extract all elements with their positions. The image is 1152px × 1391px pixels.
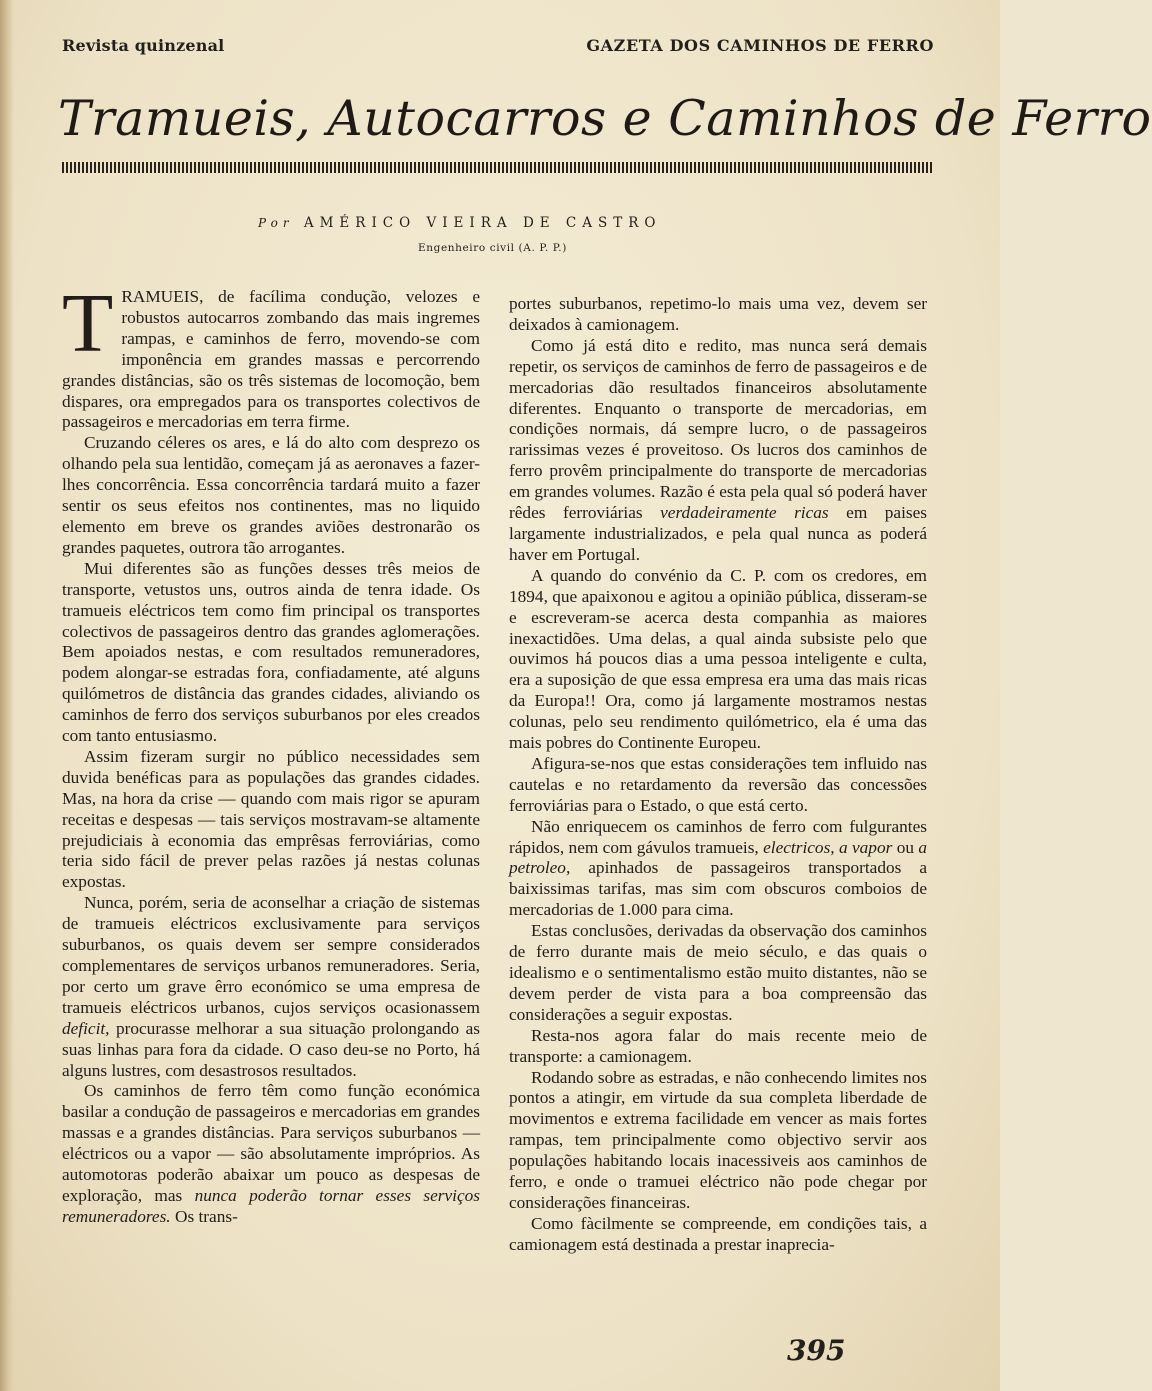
- paragraph: Rodando sobre as estradas, e não conhecendo limites nos pontos a atingir, em virtude da sua completa liberdade de movimentos e extrema facilidade em vencer as mais fortes rampas, tem principalmente como objectivo servir aos populações habitando locais inacessiveis aos caminhos de ferro, e onde o tramuei eléctrico não pode chegar por considerações financeiras.: [509, 1067, 927, 1212]
- paragraph: [62, 277, 480, 433]
- paragraph-text: em paises largamente industrializados, e pela qual nunca as poderá haver em Portugal.: [509, 503, 928, 564]
- text-column-left: [62, 277, 480, 1228]
- paragraph: [62, 893, 480, 1081]
- paragraph-text: Os trans-: [174, 1206, 238, 1226]
- paragraph-text: RAMUEIS, de facílima condução, velozes e robustos autocarros zombando das mais ingremes rampas, e caminhos de ferro, movendo-se com imponência em grandes massas e percorrendo grandes distâncias, são os três sistemas de locomoção, bem dispares, ora empregados para os transportes colectivos de passageiros e mercadorias em terra firme.: [62, 287, 480, 432]
- italic-phrase: a petroleo,: [509, 837, 927, 878]
- page-spine-shadow: [0, 0, 14, 1391]
- paragraph: Como fàcilmente se compreende, em condições tais, a camionagem está destinada a prestar inaprecia-: [509, 1213, 927, 1254]
- paragraph-text: ou: [896, 837, 914, 857]
- paragraph: [509, 336, 927, 566]
- paragraph: Assim fizeram surgir no público necessidades sem duvida benéficas para as populações das grandes cidades. Mas, na hora da crise — quando com mais rigor se apuram receitas e despesas — tais serviços mostravam-se altamente prejudiciais à economia das emprêsas ferroviárias, como teria sido fácil de prever pelas razões já nestas colunas expostas.: [62, 746, 480, 892]
- paragraph: [62, 1081, 480, 1227]
- author-affiliation: Engenheiro civil (A. P. P.): [418, 242, 567, 254]
- paragraph-text: Os caminhos de ferro têm como função económica basilar a condução de passageiros e mercadorias em grandes massas e a grandes distâncias. Para serviços suburbanos — eléctricos ou a vapor — são absolutamente impróprios. As automotoras poderão abaixar um pouco as despesas de exploração, mas: [62, 1081, 480, 1205]
- author-name: AMÉRICO VIEIRA DE CASTRO: [303, 215, 662, 231]
- paragraph-text: procurasse melhorar a sua situação prolongando as suas linhas para fora da cidade. O caso deu-se no Porto, há alguns lustres, com desastrosos resultados.: [62, 1018, 480, 1080]
- byline: [258, 215, 661, 231]
- paragraph: Afigura-se-nos que estas considerações tem influido nas cautelas e no retardamento da reversão das concessões ferroviárias para o Estado, o que está certo.: [509, 753, 927, 815]
- running-header-right: GAZETA DOS CAMINHOS DE FERRO: [586, 36, 934, 55]
- page-number: 395: [787, 1334, 846, 1367]
- italic-phrase: electricos, a vapor: [763, 837, 893, 857]
- paragraph: Cruzando céleres os ares, e lá do alto com desprezo os olhando pela sua lentidão, começam já as aeronaves a fazer-lhes concorrência. Essa concorrência tardará muito a fazer sentir os seus efeitos nos continentes, mas no liquido elemento em breve os grandes aviões destronarão os grandes paquetes, outrora tão arrogantes.: [62, 433, 480, 557]
- italic-term: deficit,: [62, 1018, 110, 1038]
- paragraph: Resta-nos agora falar do mais recente meio de transporte: a camionagem.: [509, 1025, 927, 1066]
- paragraph: Estas conclusões, derivadas da observação dos caminhos de ferro durante mais de meio século, e das quais o idealismo e o sentimentalismo estão muito distantes, não se devem perder de vista para a boa compreensão das considerações a seguir expostas.: [509, 921, 927, 1024]
- italic-phrase: nunca poderão tornar esses serviços remuneradores.: [62, 1185, 480, 1226]
- title-rule: [62, 162, 934, 173]
- paragraph: portes suburbanos, repetimo-lo mais uma vez, devem ser deixados à camionagem.: [509, 294, 927, 334]
- drop-cap: T: [62, 277, 114, 370]
- paragraph-text: apinhados de passageiros transportados a baixissimas tarifas, mas sim com obscuros comboios de mercadorias de 1.000 para cima.: [509, 858, 927, 920]
- paragraph: [509, 817, 927, 922]
- byline-por: Por: [258, 216, 294, 230]
- article-title: Tramueis, Autocarros e Caminhos de Ferro: [58, 90, 1152, 147]
- paragraph: A quando do convénio da C. P. com os credores, em 1894, que apaixonou e agitou a opinião pública, disseram-se e escreveram-se acerca desta companhia as maiores inexactidões. Uma delas, a qual ainda subsiste pelo que ouvimos há poucos dias a uma pessoa inteligente e culta, era a suposição de que essa empresa era uma das mais ricas da Europa!! Ora, como já largamente mostramos nestas colunas, pelo seu rendimento quilómetrico, ela é uma das mais pobres do Continente Europeu.: [509, 565, 927, 753]
- paragraph-text: Não enriquecem os caminhos de ferro com fulgurantes rápidos, nem com gávulos tramueis,: [509, 816, 927, 857]
- paragraph: Mui diferentes são as funções desses três meios de transporte, vetustos uns, outros ainda de tenra idade. Os tramueis eléctricos tem como fim principal os transportes colectivos de passageiros dentro das grandes aglomerações. Bem apoiados nestas, e com resultados remuneradores, podem alongar-se estradas fora, confiadamente, até alguns quilómetros de distância das grandes cidades, aliviando os caminhos de ferro dos serviços suburbanos por eles creados com tanto entusiasmo.: [62, 558, 480, 746]
- paragraph-text: Nunca, porém, seria de aconselhar a criação de sistemas de tramueis eléctricos exclusivamente para serviços suburbanos, os quais devem ser sempre considerados complementares de serviços urbanos remuneradores. Seria, por certo um grave êrro económico se uma empresa de tramueis eléctricos urbanos, cujos serviços ocasionassem: [62, 893, 480, 1017]
- text-column-right: [509, 294, 927, 1256]
- italic-phrase: verdadeiramente ricas: [660, 503, 829, 523]
- paragraph-text: Como já está dito e redito, mas nunca será demais repetir, os serviços de caminhos de ferro de passageiros e de mercadorias dão resultados financeiros absolutamente diferentes. Enquanto o transporte de mercadorias, em condições normais, dá sempre lucro, o de passageiros rarissimas vezes é proveitoso. Os lucros dos caminhos de ferro provêm principalmente do transporte de mercadorias em grandes volumes. Razão é esta pela qual só poderá haver rêdes ferroviárias: [509, 335, 927, 523]
- running-header-left: Revista quinzenal: [62, 36, 225, 55]
